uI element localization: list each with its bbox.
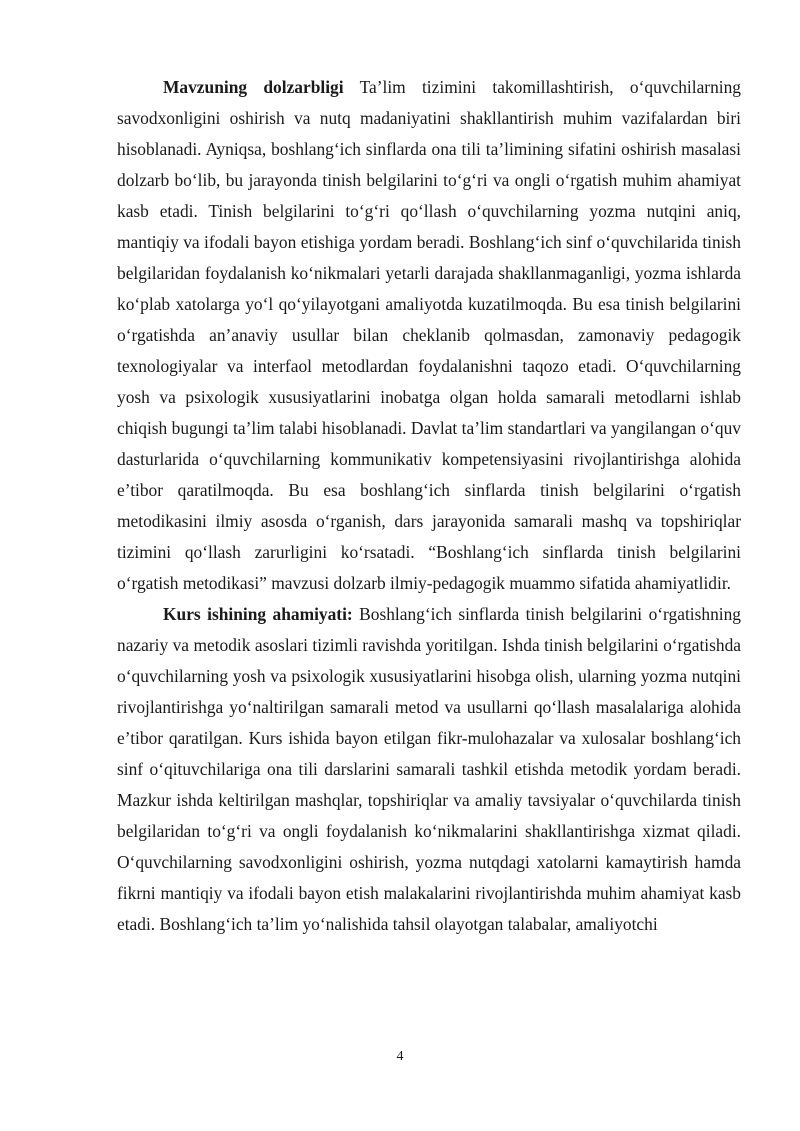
paragraph-significance bbox=[117, 599, 741, 940]
paragraph-lead: Kurs ishining ahamiyati: bbox=[163, 604, 353, 624]
paragraph-text: Boshlang‘ich sinflarda tinish belgilarini o‘rgatishning nazariy va metodik asoslari tizimli ravishda yoritilgan. Ishda tinish belgilarini o‘rgatishda o‘quvchilarning yosh va psixologik xususiyatlarini hisobga olish, ularning yozma nutqini rivojlantirishga yo‘naltirilgan samarali metod va usullarni qo‘llash masalalariga alohida e’tibor qaratilgan. Kurs ishida bayon etilgan fikr-mulohazalar va xulosalar boshlang‘ich sinf o‘qituvchilariga ona tili darslarini samarali tashkil etishda metodik yordam beradi. Mazkur ishda keltirilgan mashqlar, topshiriqlar va amaliy tavsiyalar o‘quvchilarda tinish belgilaridan to‘g‘ri va ongli foydalanish ko‘nikmalarini shakllantirishga xizmat qiladi. O‘quvchilarning savodxonligini oshirish, yozma nutqdagi xatolarni kamaytirish hamda fikrni mantiqiy va ifodali bayon etish malakalarini rivojlantirishda muhim ahamiyat kasb etadi. Boshlang‘ich ta’lim yo‘nalishida tahsil olayotgan talabalar, amaliyotchi bbox=[117, 604, 741, 934]
paragraph-relevance bbox=[117, 72, 741, 599]
paragraph-lead: Mavzuning dolzarbligi bbox=[163, 77, 344, 97]
body-text bbox=[117, 72, 741, 940]
page-number: 4 bbox=[396, 1049, 404, 1064]
paragraph-text: Ta’lim tizimini takomillashtirish, o‘quvchilarning savodxonligini oshirish va nutq madaniyatini shakllantirish muhim vazifalardan biri hisoblanadi. Ayniqsa, boshlang‘ich sinflarda ona tili ta’limining sifatini oshirish masalasi dolzarb bo‘lib, bu jarayonda tinish belgilarini to‘g‘ri va ongli o‘rgatish muhim ahamiyat kasb etadi. Tinish belgilarini to‘g‘ri qo‘llash o‘quvchilarning yozma nutqini aniq, mantiqiy va ifodali bayon etishiga yordam beradi. Boshlang‘ich sinf o‘quvchilarida tinish belgilaridan foydalanish ko‘nikmalari yetarli darajada shakllanmaganligi, yozma ishlarda ko‘plab xatolarga yo‘l qo‘yilayotgani amaliyotda kuzatilmoqda. Bu esa tinish belgilarini o‘rgatishda an’anaviy usullar bilan cheklanib qolmasdan, zamonaviy pedagogik texnologiyalar va interfaol metodlardan foydalanishni taqozo etadi. O‘quvchilarning yosh va psixologik xususiyatlarini inobatga olgan holda samarali metodlarni ishlab chiqish bugungi ta’lim talabi hisoblanadi. Davlat ta’lim standartlari va yangilangan o‘quv dasturlarida o‘quvchilarning kommunikativ kompetensiyasini rivojlantirishga alohida e’tibor qaratilmoqda. Bu esa boshlang‘ich sinflarda tinish belgilarini o‘rgatish metodikasini ilmiy asosda o‘rganish, dars jarayonida samarali mashq va topshiriqlar tizimini qo‘llash zarurligini ko‘rsatadi. “Boshlang‘ich sinflarda tinish belgilarini o‘rgatish metodikasi” mavzusi dolzarb ilmiy-pedagogik muammo sifatida ahamiyatlidir. bbox=[117, 77, 742, 593]
